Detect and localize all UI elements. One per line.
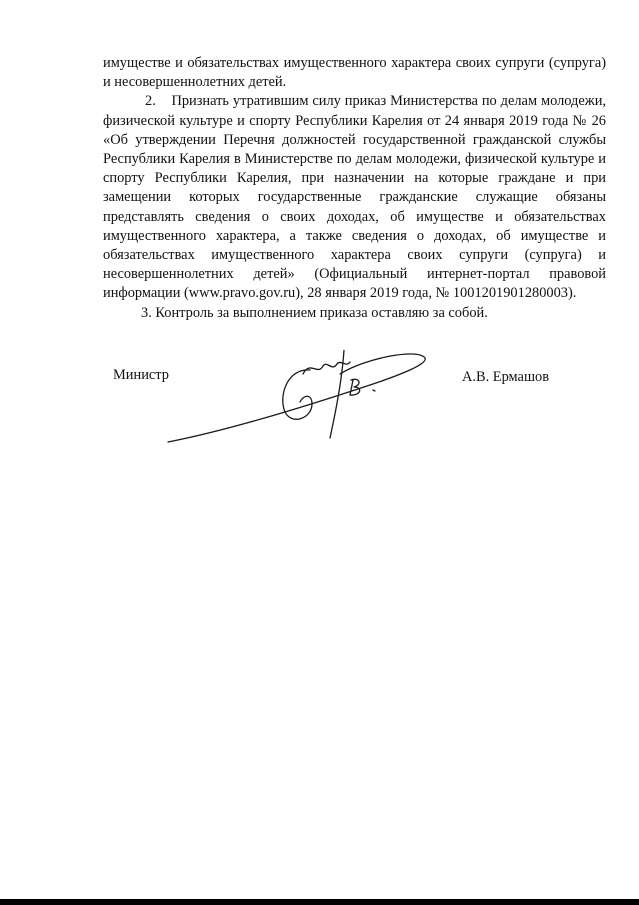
signer-name: А.В. Ермашов xyxy=(462,369,550,385)
paragraph-1-continuation: имуществе и обязательствах имущественного характера своих супруги (супруга) и несовершеннолетних детей. xyxy=(103,55,606,91)
handwritten-signature xyxy=(160,350,440,455)
signer-role: Министр xyxy=(113,367,169,383)
scan-edge-bar xyxy=(0,899,639,905)
paragraph-2: 2. Признать утратившим силу приказ Министерства по делам молодежи, физической культуре и спорту Республики Карелия от 24 января 2019 года № 26 «Об утверждении Перечня должностей государственной гражданской службы Республики Карелия в Министерстве по делам молодежи, физической культуре и спорту Республики Карелия, при назначении на которые граждане и при замещении которых государственные гражданские служащие обязаны представлять сведения о своих доходах, об имуществе и обязательствах имущественного характера, а также сведения о доходах, об имуществе и обязательствах имущественного характера своих супруги (супруга) и несовершеннолетних детей» (Официальный интернет-портал правовой информации (www.pravo.gov.ru), 28 января 2019 года, № 1001201901280003). xyxy=(103,93,606,302)
signature-block xyxy=(0,350,639,460)
document-body xyxy=(103,54,606,323)
paragraph-3: 3. Контроль за выполнением приказа оставляю за собой. xyxy=(141,304,488,321)
